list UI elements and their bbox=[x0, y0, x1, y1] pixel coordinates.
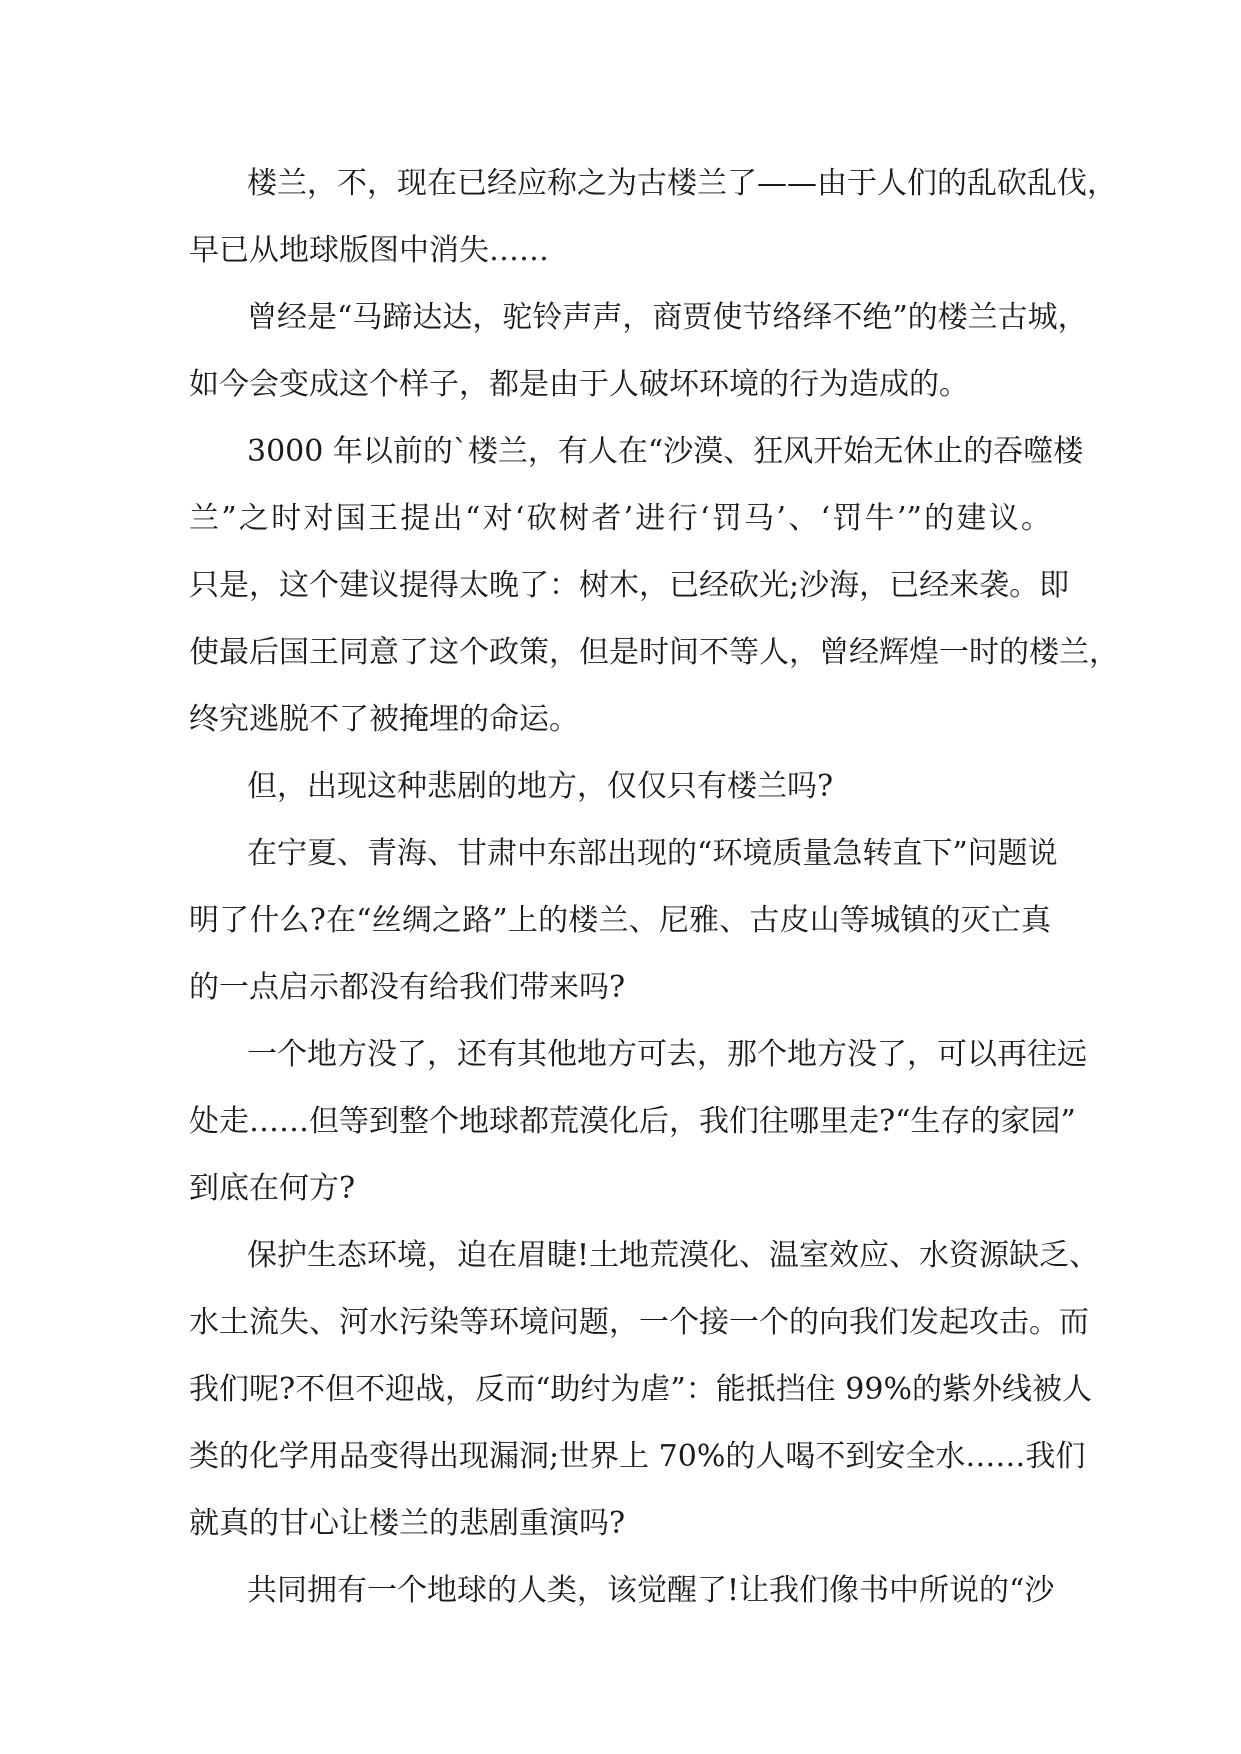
paragraph bbox=[189, 150, 1117, 284]
text-line: 曾经是“马蹄达达，驼铃声声，商贾使节络绎不绝”的楼兰古城， bbox=[247, 300, 1088, 335]
paragraph bbox=[189, 1222, 1100, 1557]
paragraph bbox=[189, 1021, 1087, 1222]
text-line: 水土流失、河水污染等环境问题，一个接一个的向我们发起攻击。而 bbox=[189, 1305, 1089, 1340]
text-line: 如今会变成这个样子，都是由于人破坏环境的行为造成的。 bbox=[189, 367, 969, 402]
text-line: 在宁夏、青海、甘肃中东部出现的“环境质量急转直下”问题说 bbox=[247, 836, 1058, 871]
text-line: 终究逃脱不了被掩埋的命运。 bbox=[189, 702, 579, 737]
text-line: 使最后国王同意了这个政策，但是时间不等人，曾经辉煌一时的楼兰， bbox=[189, 635, 1119, 670]
text-line: 共同拥有一个地球的人类，该觉醒了!让我们像书中所说的“沙 bbox=[247, 1573, 1055, 1608]
text-line: 一个地方没了，还有其他地方可去，那个地方没了，可以再往远 bbox=[247, 1037, 1087, 1072]
text-line: 早已从地球版图中消失…… bbox=[189, 233, 549, 268]
paragraph bbox=[189, 753, 1051, 820]
article-body bbox=[189, 150, 1119, 1624]
text-line: 3000 年以前的`楼兰，有人在“沙漠、狂风开始无休止的吞噬楼 bbox=[247, 434, 1084, 469]
text-line: 兰”之时对国王提出“对‘砍树者’进行‘罚马’、‘罚牛’”的建议。 bbox=[189, 501, 1051, 536]
paragraph bbox=[189, 820, 1058, 1021]
paragraph bbox=[189, 418, 1119, 753]
text-line: 我们呢?不但不迎战，反而“助纣为虐”：能抵挡住 99%的紫外线被人 bbox=[189, 1372, 1092, 1407]
paragraph bbox=[189, 1557, 1055, 1624]
paragraph bbox=[189, 284, 1088, 418]
text-line: 但，出现这种悲剧的地方，仅仅只有楼兰吗? bbox=[247, 769, 834, 804]
text-line: 到底在何方? bbox=[189, 1171, 356, 1206]
text-line: 处走……但等到整个地球都荒漠化后，我们往哪里走?“生存的家园” bbox=[189, 1104, 1076, 1139]
text-line: 的一点启示都没有给我们带来吗? bbox=[189, 970, 626, 1005]
text-line: 只是，这个建议提得太晚了：树木，已经砍光;沙海，已经来袭。即 bbox=[189, 568, 1070, 603]
text-line: 类的化学用品变得出现漏洞;世界上 70%的人喝不到安全水……我们 bbox=[189, 1439, 1086, 1474]
text-line: 楼兰，不，现在已经应称之为古楼兰了——由于人们的乱砍乱伐， bbox=[247, 166, 1117, 201]
text-line: 保护生态环境，迫在眉睫!土地荒漠化、温室效应、水资源缺乏、 bbox=[247, 1238, 1100, 1273]
text-line: 明了什么?在“丝绸之路”上的楼兰、尼雅、古皮山等城镇的灭亡真 bbox=[189, 903, 1051, 938]
text-line: 就真的甘心让楼兰的悲剧重演吗? bbox=[189, 1506, 626, 1541]
